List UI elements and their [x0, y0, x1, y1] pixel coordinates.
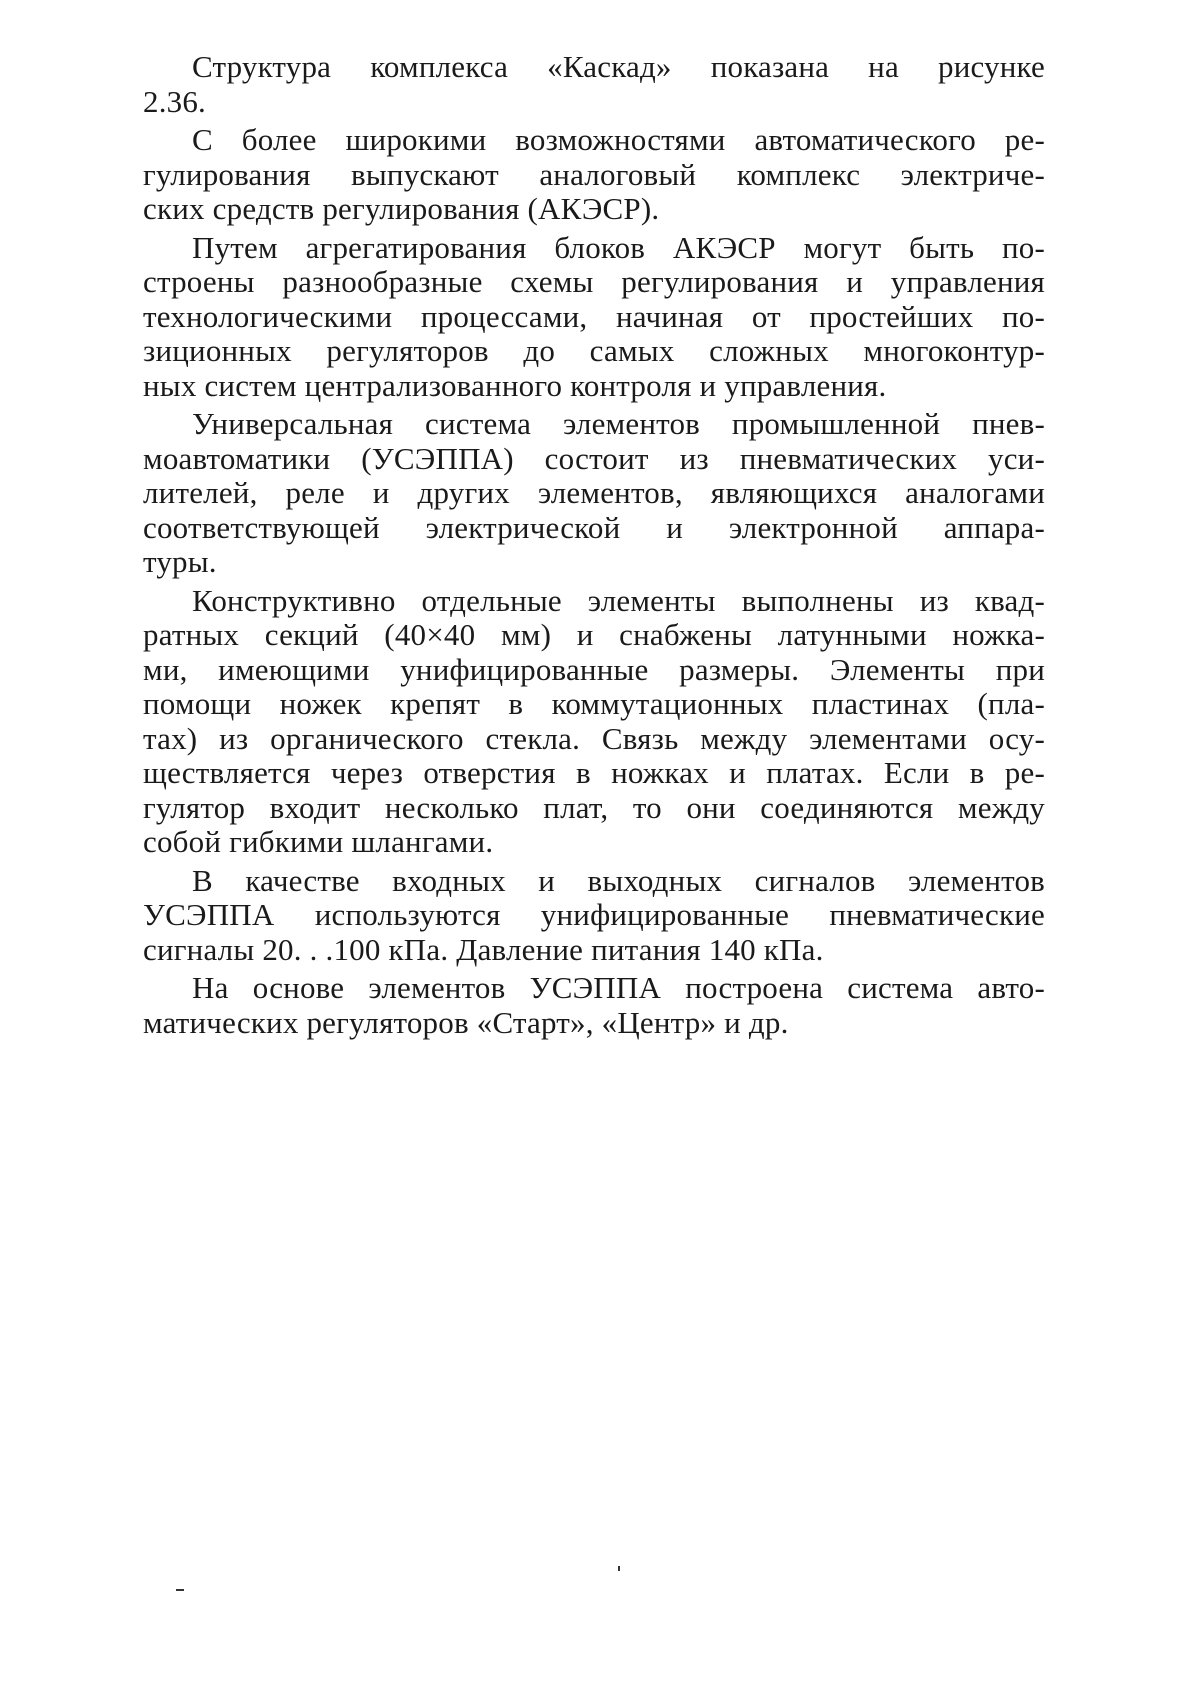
text-line: УСЭППА используются унифицированные пневматические: [143, 897, 1045, 932]
document-page: [143, 50, 1045, 1044]
text-line: туры.: [143, 544, 217, 579]
text-line: помощи ножек крепят в коммутационных пластинах (пла-: [143, 686, 1045, 721]
text-line: ных систем централизованного контроля и управления.: [143, 367, 887, 403]
text-line: Универсальная система элементов промышленной пнев-: [192, 406, 1045, 441]
text-line: сигналы 20. . .100 кПа. Давление питания 140 кПа.: [143, 931, 824, 967]
text-line: 2.36.: [143, 83, 206, 119]
text-line: На основе элементов УСЭППА построена система авто-: [192, 970, 1045, 1005]
scan-speck: [176, 1589, 184, 1591]
text-line: собой гибкими шлангами.: [143, 824, 494, 859]
text-line: ществляется через отверстия в ножках и платах. Если в ре-: [143, 755, 1045, 790]
text-line: ратных секций (40×40 мм) и снабжены латунными ножка-: [143, 617, 1045, 652]
paragraph-construction: [143, 584, 1045, 860]
text-line: тах) из органического стекла. Связь между элементами осу-: [143, 720, 1045, 756]
text-line: лителей, реле и других элементов, являющихся аналогами: [143, 475, 1045, 510]
text-line: соответствующей электрической и электронной аппара-: [143, 509, 1045, 545]
paragraph-akesr: [143, 123, 1045, 227]
text-line: Структура комплекса «Каскад» показана на рисунке: [192, 49, 1045, 84]
paragraph-useppa: [143, 407, 1045, 580]
text-line: гулятор входит несколько плат, то они соединяются между: [143, 789, 1045, 825]
text-line: матических регуляторов «Старт», «Центр» и др.: [143, 1004, 789, 1040]
text-line: технологическими процессами, начиная от простейших по-: [143, 298, 1045, 334]
text-line: строены разнообразные схемы регулирования и управления: [143, 264, 1045, 299]
text-line: С более широкими возможностями автоматического ре-: [192, 122, 1045, 157]
paragraph-regulators: [143, 971, 1045, 1040]
text-line: Конструктивно отдельные элементы выполнены из квад-: [192, 582, 1045, 618]
paragraph-signals: [143, 864, 1045, 968]
scan-speck: [618, 1566, 620, 1571]
text-line: ми, имеющими унифицированные размеры. Элементы при: [143, 651, 1045, 687]
text-line: Путем агрегатирования блоков АКЭСР могут быть по-: [192, 229, 1045, 265]
paragraph-aggregation: [143, 231, 1045, 404]
paragraph-kaskad-structure: [143, 50, 1045, 119]
text-line: моавтоматики (УСЭППА) состоит из пневматических уси-: [143, 440, 1045, 476]
text-line: В качестве входных и выходных сигналов элементов: [192, 862, 1045, 898]
text-line: гулирования выпускают аналоговый комплекс электриче-: [143, 156, 1045, 192]
text-line: ских средств регулирования (АКЭСР).: [143, 191, 660, 226]
text-line: зиционных регуляторов до самых сложных многоконтур-: [143, 333, 1045, 368]
